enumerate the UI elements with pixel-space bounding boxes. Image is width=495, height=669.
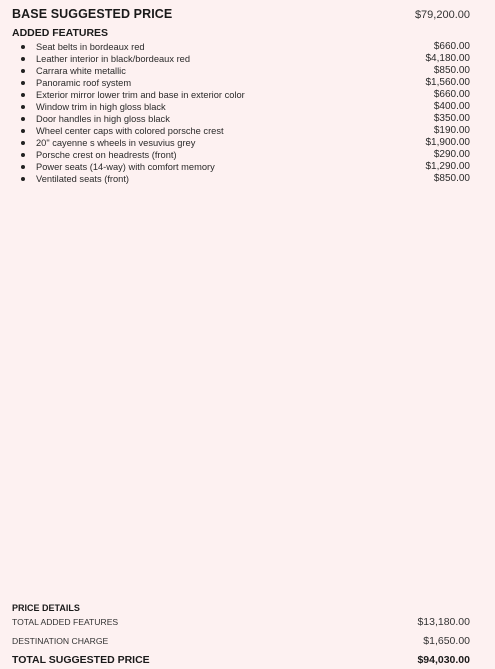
total-added-features-label: TOTAL ADDED FEATURES: [12, 617, 119, 627]
feature-item: [12, 173, 470, 185]
feature-item: [12, 41, 470, 53]
bullet-icon: [21, 45, 25, 49]
feature-item: [12, 77, 470, 89]
feature-price: $190.00: [433, 125, 470, 136]
base-price-value: $79,200.00: [414, 9, 470, 21]
feature-price: $350.00: [433, 113, 470, 124]
feature-name: Porsche crest on headrests (front): [36, 150, 177, 160]
feature-item: [12, 161, 470, 173]
feature-price: $400.00: [433, 101, 470, 112]
feature-price: $1,900.00: [425, 137, 470, 148]
total-added-features-value: $13,180.00: [417, 616, 470, 628]
feature-price: $1,290.00: [425, 161, 470, 172]
feature-item: [12, 53, 470, 65]
feature-name: Seat belts in bordeaux red: [36, 42, 145, 52]
feature-item: [12, 65, 470, 77]
feature-name: Door handles in high gloss black: [36, 114, 170, 124]
price-details-section: [12, 602, 470, 668]
total-suggested-price-label: TOTAL SUGGESTED PRICE: [12, 654, 150, 666]
feature-price: $660.00: [433, 41, 470, 52]
total-suggested-price-value: $94,030.00: [417, 654, 470, 666]
feature-price: $850.00: [433, 65, 470, 76]
feature-name: Window trim in high gloss black: [36, 102, 166, 112]
feature-price: $1,560.00: [425, 77, 470, 88]
bullet-icon: [21, 117, 25, 121]
bullet-icon: [21, 105, 25, 109]
feature-price: $290.00: [433, 149, 470, 160]
bullet-icon: [21, 177, 25, 181]
feature-price: $4,180.00: [425, 53, 470, 64]
bullet-icon: [21, 57, 25, 61]
added-features-list: [12, 41, 470, 185]
total-added-features-row: [12, 614, 470, 630]
destination-charge-row: [12, 632, 470, 650]
feature-item: [12, 125, 470, 137]
feature-item: [12, 113, 470, 125]
destination-charge-label: DESTINATION CHARGE: [12, 636, 109, 646]
added-features-title: ADDED FEATURES: [12, 27, 109, 39]
feature-name: Carrara white metallic: [36, 66, 126, 76]
bullet-icon: [21, 129, 25, 133]
feature-name: 20" cayenne s wheels in vesuvius grey: [36, 138, 196, 148]
feature-price: $850.00: [433, 173, 470, 184]
base-price-row: [12, 7, 470, 21]
feature-item: [12, 149, 470, 161]
feature-price: $660.00: [433, 89, 470, 100]
feature-name: Wheel center caps with colored porsche crest: [36, 126, 224, 136]
feature-name: Leather interior in black/bordeaux red: [36, 54, 191, 64]
base-price-label: BASE SUGGESTED PRICE: [12, 7, 173, 21]
feature-item: [12, 137, 470, 149]
feature-name: Ventilated seats (front): [36, 174, 130, 184]
destination-charge-value: $1,650.00: [423, 635, 470, 647]
feature-item: [12, 89, 470, 101]
feature-name: Exterior mirror lower trim and base in exterior color: [36, 90, 245, 100]
bullet-icon: [21, 69, 25, 73]
bullet-icon: [21, 153, 25, 157]
bullet-icon: [21, 81, 25, 85]
bullet-icon: [21, 165, 25, 169]
feature-name: Panoramic roof system: [36, 78, 132, 88]
price-details-title: PRICE DETAILS: [12, 603, 80, 613]
bullet-icon: [21, 93, 25, 97]
total-suggested-price-row: [12, 652, 470, 668]
feature-name: Power seats (14-way) with comfort memory: [36, 162, 215, 172]
feature-item: [12, 101, 470, 113]
bullet-icon: [21, 141, 25, 145]
